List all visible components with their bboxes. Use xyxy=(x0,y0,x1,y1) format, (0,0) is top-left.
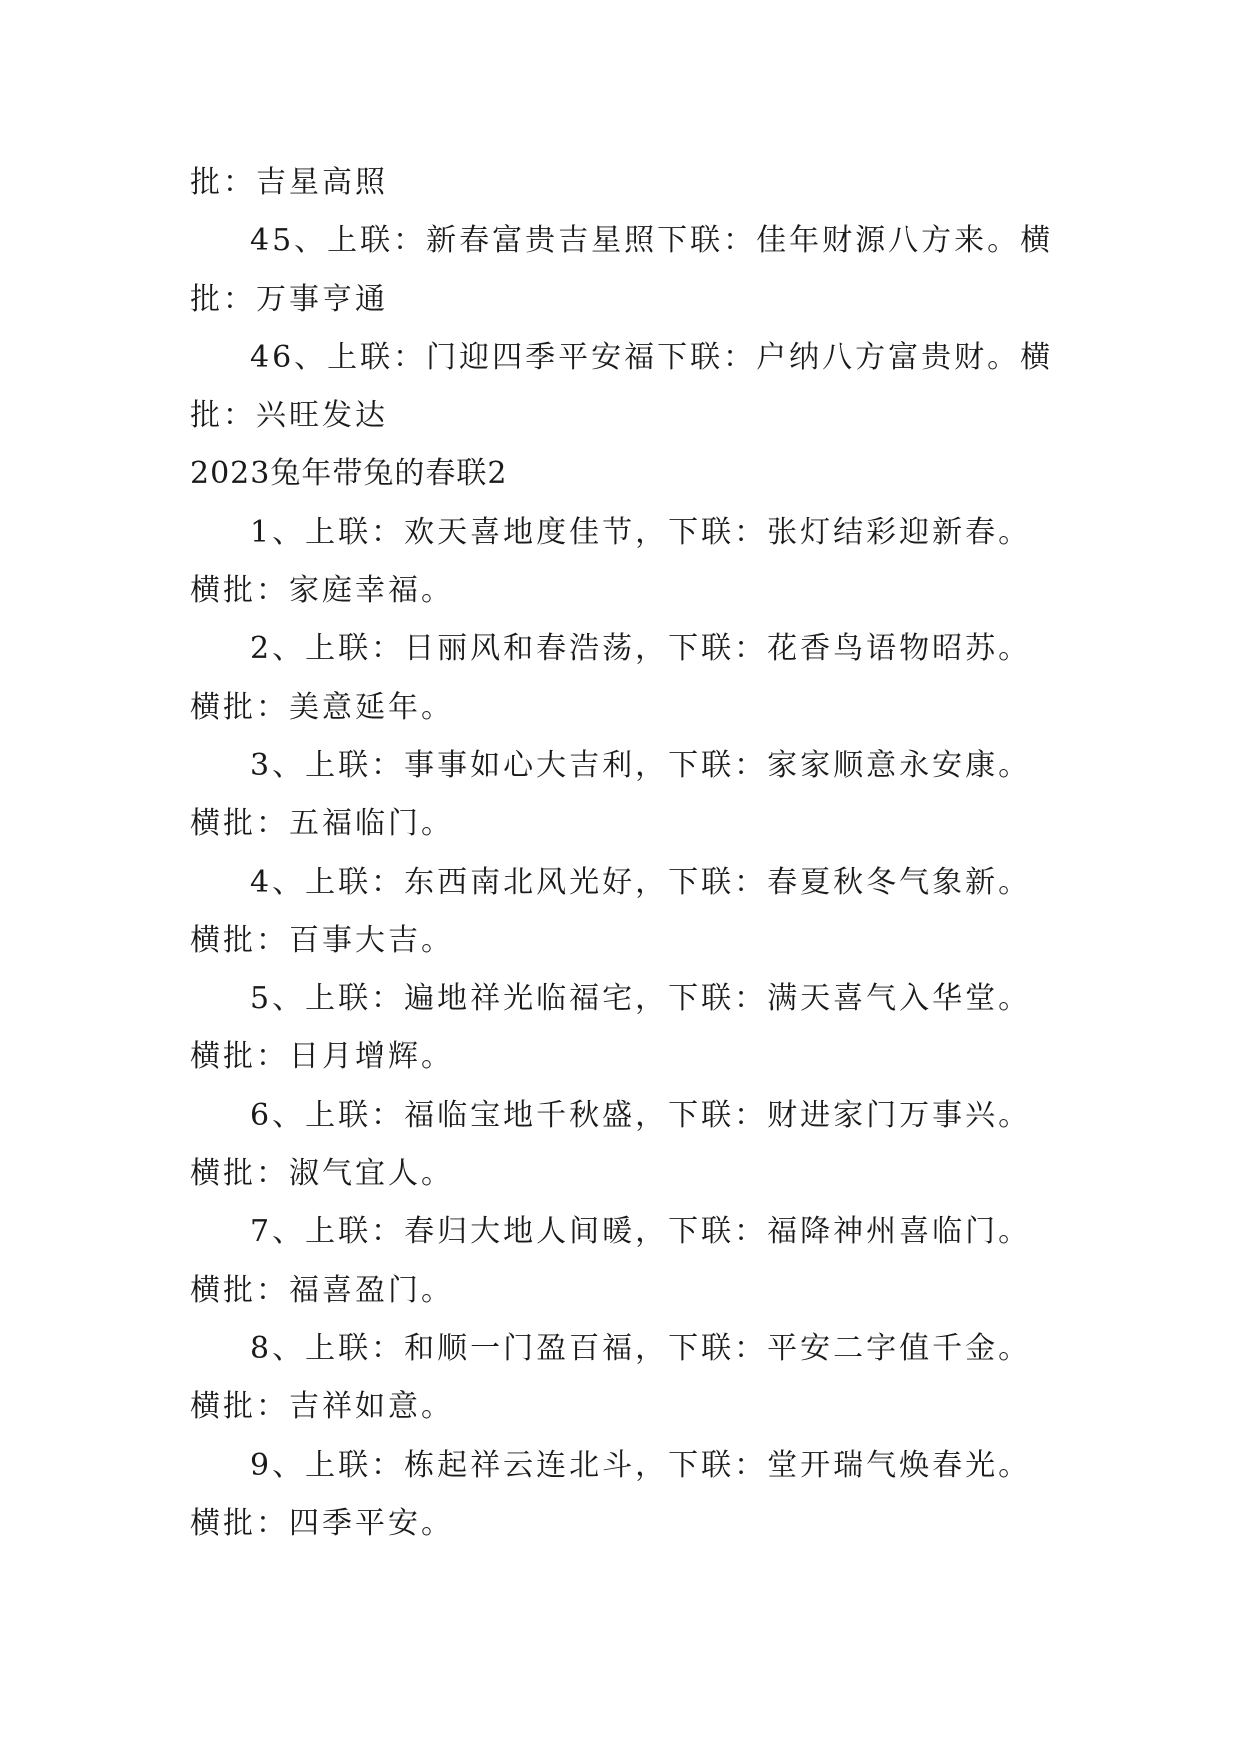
couplet-line: 45、上联：新春富贵吉星照下联：佳年财源八方来。横 xyxy=(250,223,1054,259)
banner-line: 横批：百事大吉。 xyxy=(190,922,454,958)
banner-line: 横批：四季平安。 xyxy=(190,1505,454,1541)
banner-line: 横批：家庭幸福。 xyxy=(190,573,454,609)
text-line: 批：万事亨通 xyxy=(190,281,388,317)
banner-line: 横批：淑气宜人。 xyxy=(190,1156,454,1192)
couplet-line: 46、上联：门迎四季平安福下联：户纳八方富贵财。横 xyxy=(250,339,1054,375)
couplet-line: 1、上联：欢天喜地度佳节，下联：张灯结彩迎新春。 xyxy=(250,514,1032,550)
banner-line: 横批：五福临门。 xyxy=(190,806,454,842)
couplet-line: 3、上联：事事如心大吉利，下联：家家顺意永安康。 xyxy=(250,747,1032,783)
banner-line: 横批：吉祥如意。 xyxy=(190,1389,454,1425)
couplet-line: 8、上联：和顺一门盈百福，下联：平安二字值千金。 xyxy=(250,1330,1032,1366)
couplet-line: 5、上联：遍地祥光临福宅，下联：满天喜气入华堂。 xyxy=(250,981,1032,1017)
document-body xyxy=(190,154,1054,1553)
couplet-line: 9、上联：栋起祥云连北斗，下联：堂开瑞气焕春光。 xyxy=(250,1447,1032,1483)
banner-line: 横批：日月增辉。 xyxy=(190,1039,454,1075)
text-line: 批：吉星高照 xyxy=(190,165,388,200)
couplet-line: 4、上联：东西南北风光好，下联：春夏秋冬气象新。 xyxy=(250,864,1032,900)
couplet-line: 7、上联：春归大地人间暖，下联：福降神州喜临门。 xyxy=(250,1214,1032,1250)
couplet-line: 2、上联：日丽风和春浩荡，下联：花香鸟语物昭苏。 xyxy=(250,631,1032,667)
section-heading: 2023兔年带兔的春联2 xyxy=(190,456,508,492)
text-line: 批：兴旺发达 xyxy=(190,398,388,434)
banner-line: 横批：福喜盈门。 xyxy=(190,1272,454,1308)
couplet-line: 6、上联：福临宝地千秋盛，下联：财进家门万事兴。 xyxy=(250,1097,1032,1133)
banner-line: 横批：美意延年。 xyxy=(190,689,454,725)
